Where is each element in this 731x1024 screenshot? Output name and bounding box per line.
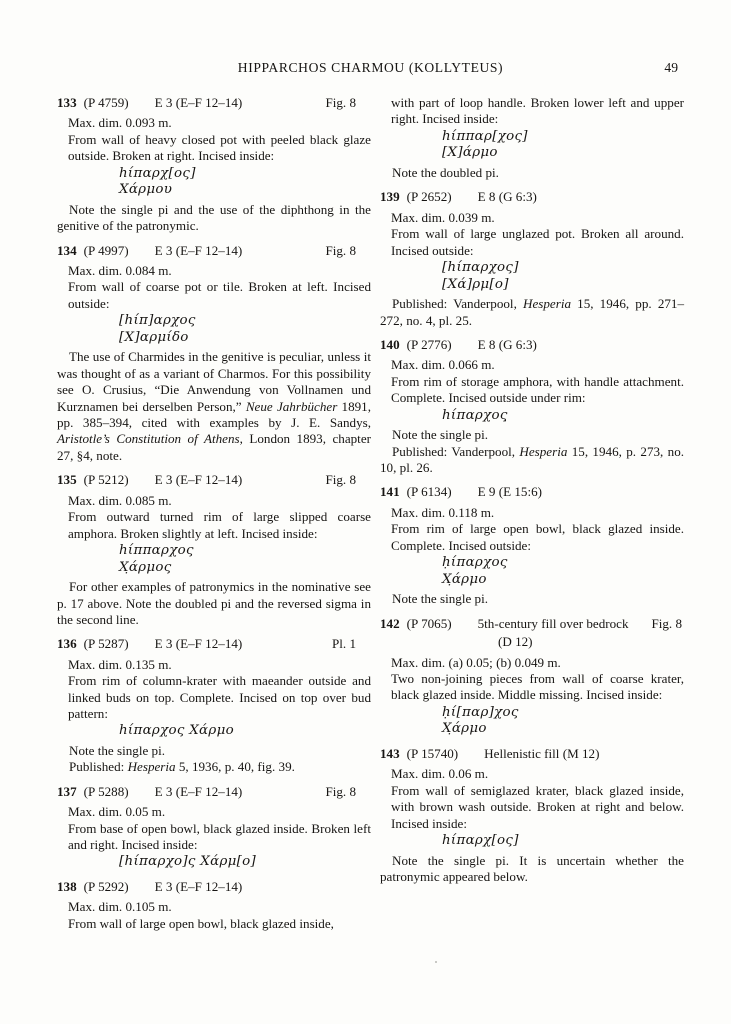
inscription-line: hίπαρχ[ος] xyxy=(119,165,196,181)
figure-reference: Fig. 8 xyxy=(325,95,356,110)
italic-citation: Hesperia xyxy=(519,443,568,459)
entry-number: 134 xyxy=(57,242,77,258)
text-run: Published: Vanderpool, xyxy=(392,443,520,459)
inscription-greek xyxy=(442,260,684,293)
text-run: From wall of semiglazed krater, black glazed inside, with brown wash outside. Broken at right and below. Incised inside: xyxy=(391,782,684,831)
catalog-entry xyxy=(57,784,371,871)
inscription-line: [hίπαρχος] xyxy=(442,260,519,276)
entry-header xyxy=(380,189,684,205)
figure-reference: Fig. 8 xyxy=(651,615,682,631)
text-run: Note the single pi. xyxy=(392,427,489,443)
description-text xyxy=(68,657,371,673)
text-run: From wall of large open bowl, black glazed inside, xyxy=(68,915,334,931)
text-run: Max. dim. 0.118 m. xyxy=(391,504,495,520)
inscription-line: hίπαρχος̣ xyxy=(442,407,508,423)
text-run: From base of open bowl, black glazed inside. Broken left and right. Incised inside: xyxy=(68,820,371,852)
text-run: Max. dim. 0.093 m. xyxy=(68,115,172,131)
description-text xyxy=(391,357,684,373)
entry-header xyxy=(380,337,684,353)
findspot: E 8 (G 6:3) xyxy=(477,337,537,353)
inventory-number: (P 4997) xyxy=(83,242,129,258)
catalog-entry xyxy=(57,636,371,775)
inscription-line: [Χ]αρμίδο xyxy=(119,329,189,345)
findspot: E 3 (E–F 12–14) xyxy=(154,783,243,799)
description-text xyxy=(68,899,371,915)
italic-citation: Hesperia xyxy=(127,759,176,775)
description-text xyxy=(68,804,371,820)
findspot: 5th-century fill over bedrock xyxy=(477,615,629,631)
inventory-number: (P 6134) xyxy=(406,484,452,500)
figure-reference: Fig. 8 xyxy=(325,472,356,488)
entry-number: 139 xyxy=(380,189,400,205)
text-run: , London 1893, chapter 27, §4, note. xyxy=(57,431,371,463)
inventory-number: (P 2776) xyxy=(406,337,452,353)
inscription-greek xyxy=(442,555,684,588)
column-left xyxy=(57,95,371,932)
entry-number: 143 xyxy=(380,745,400,761)
entry-header xyxy=(380,484,684,500)
entry-header xyxy=(380,746,684,762)
text-run: Two non-joining pieces from wall of coarse krater, black glazed inside. Middle missing. Incised inside: xyxy=(391,670,684,703)
text-run: Note the single pi and the use of the diphthong in the genitive of the patronymic. xyxy=(57,201,371,234)
note-paragraph xyxy=(380,444,684,477)
text-run: Note the single pi. xyxy=(392,591,489,607)
entry-header xyxy=(57,472,371,488)
inscription-line: [hίπ]αρχος xyxy=(119,313,196,329)
figure-reference: Fig. 8 xyxy=(325,242,356,258)
note-paragraph xyxy=(57,759,371,775)
entry-number: 137 xyxy=(57,783,77,799)
description-text xyxy=(68,279,371,312)
description-text xyxy=(391,671,684,704)
entry-header xyxy=(380,616,684,632)
catalog-entry xyxy=(380,189,684,329)
inventory-number: (P 4759) xyxy=(83,95,129,110)
catalog-entry xyxy=(57,472,371,628)
running-head xyxy=(57,60,684,78)
inscription-greek xyxy=(119,854,371,871)
catalog-entry xyxy=(380,484,684,607)
description-text xyxy=(391,655,684,671)
inventory-number: (P 5287) xyxy=(83,636,129,652)
text-run: From outward turned rim of large slipped coarse amphora. Broken slightly at left. Incised inside: xyxy=(68,509,371,541)
text-run: Max. dim. 0.06 m. xyxy=(391,766,489,782)
note-paragraph xyxy=(380,591,684,607)
description-text xyxy=(391,766,684,782)
note-paragraph xyxy=(57,202,371,235)
entry-header xyxy=(57,243,371,259)
text-run: Published: xyxy=(69,759,128,775)
text-run: with part of loop handle. Broken lower left and upper right. Incised inside: xyxy=(391,95,684,127)
entry-header xyxy=(57,95,371,111)
page-number: 49 xyxy=(664,60,678,75)
inscription-line: [hίπαρχο]ς Χάρμ[ο] xyxy=(119,854,257,870)
catalog-entry xyxy=(57,243,371,465)
description-text xyxy=(68,263,371,279)
catalog-entry xyxy=(380,746,684,885)
description-text xyxy=(391,95,684,128)
findspot: E 3 (E–F 12–14) xyxy=(154,95,243,110)
inscription-line: Χ̣άρμο xyxy=(442,721,487,737)
column-right xyxy=(380,95,684,885)
note-paragraph xyxy=(380,853,684,886)
text-run: From rim of column-krater with maeander outside and linked buds on top. Complete. Incised on top over bud pattern: xyxy=(68,673,371,721)
text-run: Max. dim. 0.039 m. xyxy=(391,209,495,225)
italic-citation: Hesperia xyxy=(523,296,572,312)
entry-number: 135 xyxy=(57,472,77,488)
inventory-number: (P 2652) xyxy=(406,189,452,205)
inscription-greek xyxy=(119,313,371,346)
entry-number: 142 xyxy=(380,615,400,631)
description-text xyxy=(68,509,371,542)
inventory-number: (P 5292) xyxy=(83,878,129,894)
entry-header xyxy=(57,636,371,652)
inventory-number: (P 5212) xyxy=(83,472,129,488)
description-text xyxy=(391,783,684,832)
italic-citation: Neue Jahrbücher xyxy=(245,398,338,414)
inscription-line: Χάρμου xyxy=(119,182,173,198)
text-run: Note the single pi. It is uncertain whether the patronymic appeared below. xyxy=(380,852,684,884)
findspot-line2: (D 12) xyxy=(498,634,533,650)
text-run: 15, 1946, p. 273, no. 10, pl. 26. xyxy=(380,443,685,476)
text-run: From wall of coarse pot or tile. Broken at left. Incised outside: xyxy=(68,279,371,311)
text-run: From rim of storage amphora, with handle attachment. Complete. Incised outside under rim: xyxy=(391,373,684,406)
text-run: From wall of heavy closed pot with peeled black glaze outside. Broken at right. Incised inside: xyxy=(68,131,371,164)
text-run: From wall of large unglazed pot. Broken all around. Incised outside: xyxy=(391,226,684,258)
entry-header xyxy=(57,784,371,800)
inscription-line: ḥί[παρ]χος xyxy=(442,704,519,720)
inscription-greek xyxy=(119,166,371,199)
text-run: Published: Vanderpool, xyxy=(392,296,523,312)
entry-number: 140 xyxy=(380,337,400,353)
entry-continuation xyxy=(380,95,684,181)
inscription-line: hίππαρ[χος] xyxy=(442,128,528,144)
text-run: Max. dim. 0.105 m. xyxy=(68,899,172,915)
findspot: E 3 (E–F 12–14) xyxy=(154,878,243,894)
inventory-number: (P 7065) xyxy=(406,615,452,631)
inscription-line: hίπαρχος Χάρμο xyxy=(119,723,234,739)
description-text xyxy=(68,916,371,932)
text-run: Max. dim. 0.066 m. xyxy=(391,357,495,373)
description-text xyxy=(391,505,684,521)
entry-number: 138 xyxy=(57,878,77,894)
findspot: E 8 (G 6:3) xyxy=(477,189,537,205)
description-text xyxy=(68,821,371,854)
inventory-number: (P 5288) xyxy=(83,783,129,799)
inscription-line: Χ̣άρμος xyxy=(119,559,172,575)
note-paragraph xyxy=(380,296,684,329)
inscription-line: hίπαρχ[ος] xyxy=(442,832,519,848)
entry-header xyxy=(57,879,371,895)
text-run: Max. dim. 0.05 m. xyxy=(68,804,166,820)
findspot: E 3 (E–F 12–14) xyxy=(154,636,243,652)
page-title: HIPPARCHOS CHARMOU (KOLLYTEUS) xyxy=(237,60,504,75)
text-run: Note the single pi. xyxy=(69,742,166,758)
entry-number: 141 xyxy=(380,484,400,500)
inscription-line: [Χ]άρμο xyxy=(442,145,498,161)
note-paragraph xyxy=(57,349,371,464)
findspot: E 3 (E–F 12–14) xyxy=(154,242,243,258)
text-run: Max. dim. 0.135 m. xyxy=(68,656,172,672)
inscription-greek xyxy=(442,129,684,162)
description-text xyxy=(391,521,684,554)
description-text xyxy=(391,210,684,226)
inscription-line: hίππαρχος xyxy=(119,542,194,558)
inventory-number: (P 15740) xyxy=(406,745,459,761)
text-run: For other examples of patronymics in the nominative see p. 17 above. Note the doubled pi and the reversed sigma in the second line. xyxy=(57,579,371,627)
description-text xyxy=(68,673,371,722)
print-artifact-dot xyxy=(435,961,437,963)
inscription-greek xyxy=(442,705,684,738)
inscription-line: [Χά]ρμ[ο] xyxy=(442,276,509,292)
catalog-entry xyxy=(57,95,371,235)
entry-number: 136 xyxy=(57,636,77,652)
catalog-entry xyxy=(57,879,371,932)
text-run: From rim of large open bowl, black glazed inside. Complete. Incised outside: xyxy=(391,521,684,553)
italic-citation: Aristotle’s Constitution of Athens xyxy=(57,431,240,447)
description-text xyxy=(68,132,371,165)
text-run: 5, 1936, p. 40, fig. 39. xyxy=(175,759,295,775)
inscription-line: ḥίπαρχος xyxy=(442,555,508,571)
description-text xyxy=(391,374,684,407)
text-run: Max. dim. 0.085 m. xyxy=(68,492,172,508)
findspot: E 9 (E 15:6) xyxy=(477,484,542,500)
description-text xyxy=(391,226,684,259)
inscription-greek xyxy=(442,408,684,425)
text-run: 15, 1946, pp. 271–272, no. 4, pl. 25. xyxy=(380,296,685,328)
inscription-greek xyxy=(442,833,684,850)
inscription-greek xyxy=(119,723,371,740)
findspot: Hellenistic fill (M 12) xyxy=(484,745,600,761)
note-paragraph xyxy=(57,579,371,628)
text-run: Note the doubled pi. xyxy=(392,165,499,180)
description-text xyxy=(68,115,371,131)
entry-number: 133 xyxy=(57,95,77,110)
note-paragraph xyxy=(380,165,684,181)
inscription-line: Χ̣άρμο xyxy=(442,571,487,587)
note-paragraph xyxy=(380,427,684,443)
text-run: Max. dim. (a) 0.05; (b) 0.049 m. xyxy=(391,654,561,670)
figure-reference: Fig. 8 xyxy=(325,783,356,799)
description-text xyxy=(68,493,371,509)
catalog-entry xyxy=(380,337,684,476)
findspot: E 3 (E–F 12–14) xyxy=(154,472,243,488)
text-run: The use of Charmides in the genitive is peculiar, unless it was thought of as a variant of Charmos. For this possibility see O. Crusius, “Die Anwendung von Vollnamen und Kurznamen bei derselben Person,” xyxy=(57,349,371,414)
note-paragraph xyxy=(57,743,371,759)
figure-reference: Pl. 1 xyxy=(331,636,356,652)
catalog-entry xyxy=(380,616,684,738)
text-run: Max. dim. 0.084 m. xyxy=(68,263,172,279)
inscription-greek xyxy=(119,543,371,576)
text-run: 1891, pp. 385–394, cited with examples by J. E. Sandys, xyxy=(57,398,371,431)
